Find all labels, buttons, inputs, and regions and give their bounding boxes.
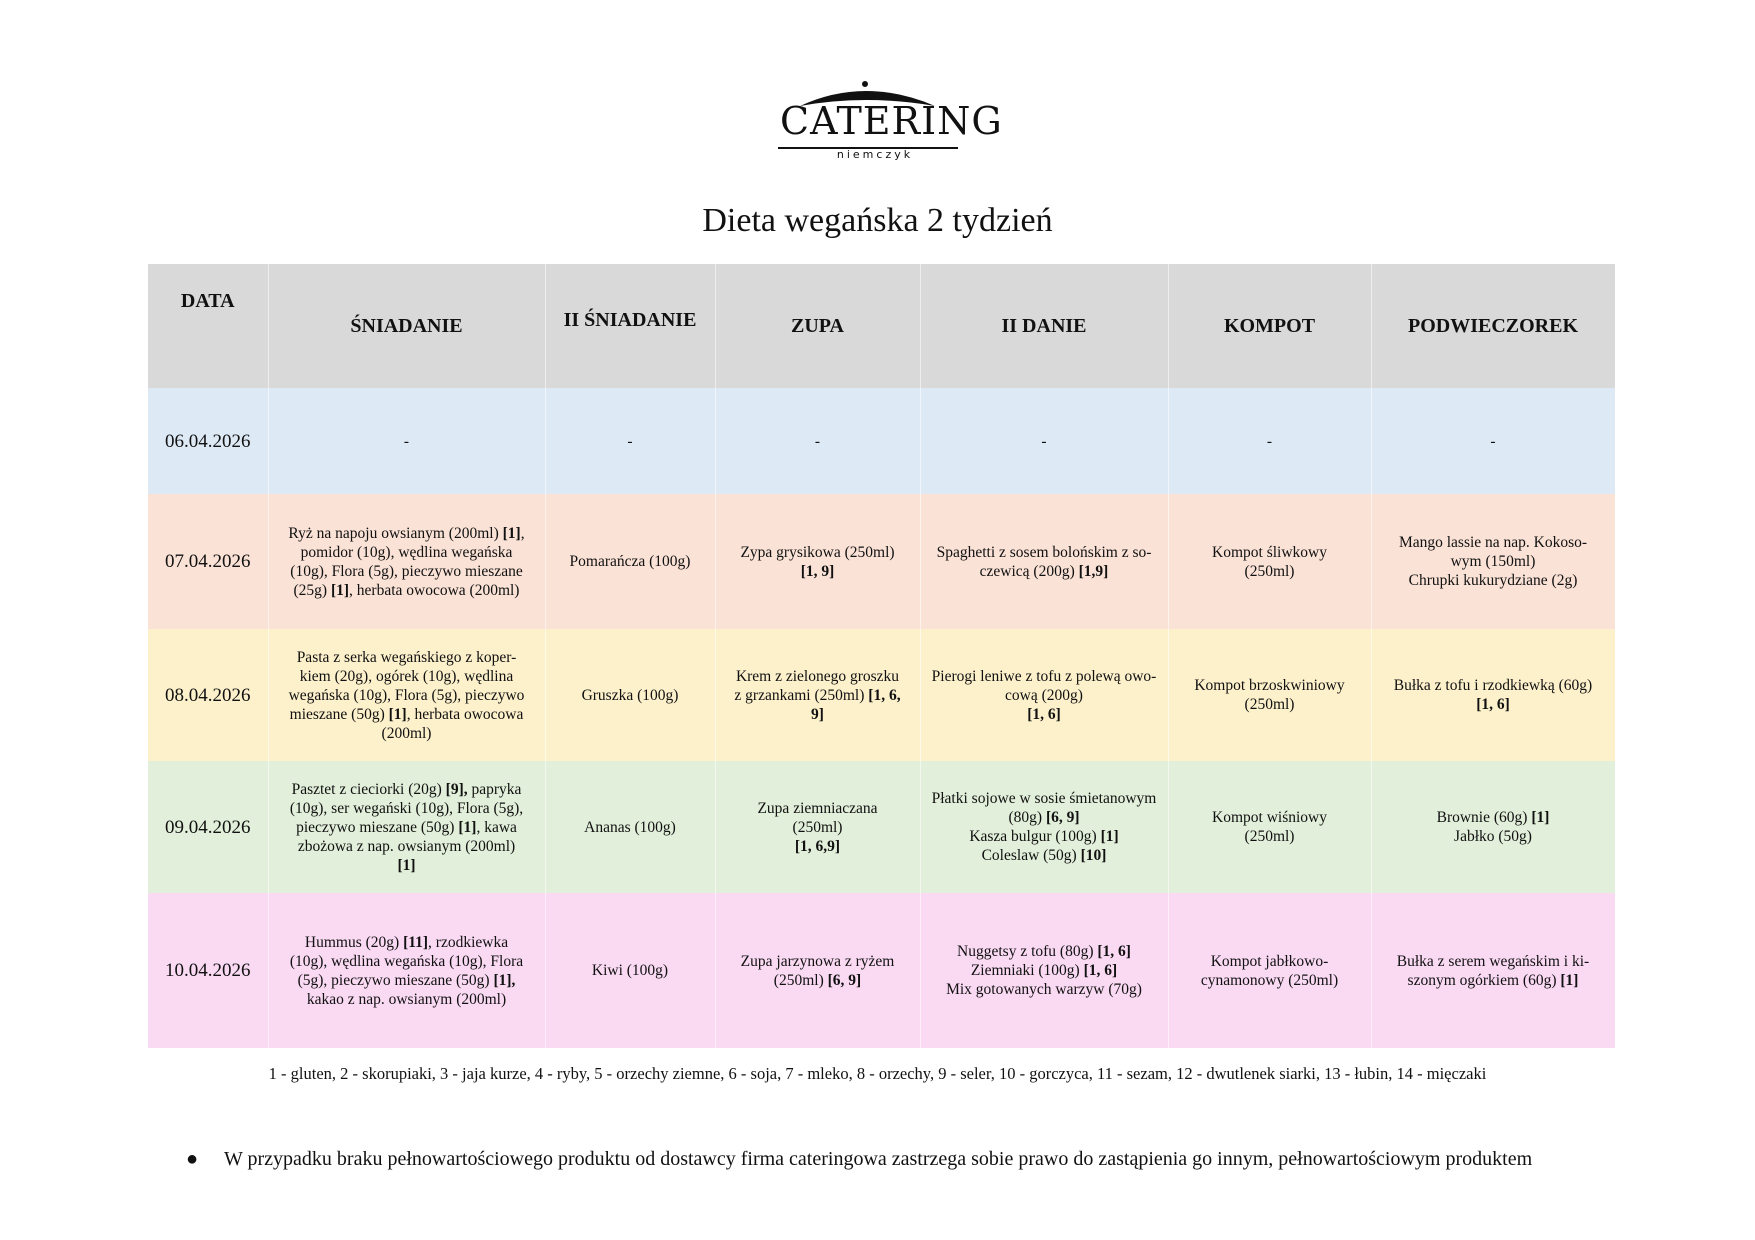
dish-text: Jabłko (50g)	[1454, 828, 1532, 845]
dish-text: wegańska (10g), Flora (5g), pieczywo	[288, 686, 525, 704]
dish-text: Ziemniaki (100g)	[970, 962, 1084, 979]
cell-line	[724, 432, 912, 451]
dish-text: Krem z zielonego groszku	[735, 667, 900, 685]
menu-table	[148, 264, 1616, 1048]
cell-line	[1380, 827, 1607, 846]
cell-date: 08.04.2026	[148, 629, 268, 761]
cell-soup	[715, 761, 920, 893]
allergen-code: [1]	[458, 818, 477, 836]
dish-text: zbożowa z nap. owsianym (200ml)	[297, 837, 516, 855]
cell-line	[929, 808, 1160, 827]
cell-second-breakfast	[545, 629, 715, 761]
allergen-code: [1]	[388, 705, 407, 723]
allergen-code: [1, 6]	[1027, 705, 1061, 723]
dish-text: wym (150ml)	[1450, 553, 1536, 570]
cell-line	[554, 432, 707, 451]
cell-line	[929, 980, 1160, 999]
dish-text: Bułka z serem wegańskim i ki-	[1396, 952, 1590, 970]
dish-text: -	[1266, 432, 1273, 450]
cell-line	[277, 562, 537, 581]
cell-line	[277, 818, 537, 837]
dish-text: Pomarańcza (100g)	[569, 553, 691, 570]
dish-text: Coleslaw (50g)	[981, 847, 1081, 864]
dish-text: Pasta z serka wegańskiego z koper-	[296, 648, 517, 666]
cell-line	[1380, 432, 1607, 451]
dish-text: Ananas (100g)	[584, 818, 676, 836]
cell-line	[1177, 808, 1363, 827]
allergen-code: [9],	[445, 780, 468, 798]
cell-line	[724, 705, 912, 724]
allergen-code: [1,9]	[1078, 562, 1109, 580]
cell-line	[1380, 676, 1607, 695]
cell-snack	[1371, 494, 1615, 629]
cell-line	[1177, 695, 1363, 714]
allergen-code: [1, 6]	[1083, 962, 1118, 979]
cell-line	[929, 667, 1160, 686]
cell-soup	[715, 494, 920, 629]
dish-text: czewicą (200g)	[979, 562, 1079, 580]
cell-main-course	[920, 893, 1168, 1048]
dish-text: (80g)	[1008, 809, 1046, 826]
cell-main-course	[920, 761, 1168, 893]
cell-line	[277, 667, 537, 686]
cell-breakfast	[268, 494, 545, 629]
dish-text: kiem (20g), ogórek (10g), wędlina	[299, 667, 514, 685]
cell-line	[929, 705, 1160, 724]
cell-line	[929, 543, 1160, 562]
allergen-code: [6, 9]	[827, 971, 862, 989]
cell-line	[277, 724, 537, 743]
cell-line	[277, 648, 537, 667]
dish-text: Spaghetti z sosem bolońskim z so-	[936, 543, 1152, 561]
dish-text: (10g), Flora (5g), pieczywo mieszane	[290, 562, 523, 580]
dish-text: papryka	[467, 780, 522, 798]
cell-snack	[1371, 629, 1615, 761]
dish-text: Mango lassie na nap. Kokoso-	[1398, 534, 1588, 551]
cell-second-breakfast	[545, 388, 715, 494]
cell-date: 10.04.2026	[148, 893, 268, 1048]
cell-line	[929, 827, 1160, 846]
dish-text: Płatki sojowe w sosie śmietanowym	[931, 790, 1157, 807]
allergen-code: 9]	[811, 705, 824, 723]
allergen-code: [1]	[502, 524, 521, 542]
dish-text: (10g), ser wegański (10g), Flora (5g),	[289, 799, 524, 817]
cell-line	[724, 837, 912, 856]
cell-date: 09.04.2026	[148, 761, 268, 893]
dish-text: (250ml)	[792, 818, 843, 836]
cell-line	[277, 990, 537, 1009]
cell-compote	[1168, 494, 1371, 629]
cell-line	[724, 667, 912, 686]
dish-text: (10g), wędlina wegańska (10g), Flora	[289, 952, 524, 970]
dish-text: (5g), pieczywo mieszane (50g)	[297, 971, 494, 989]
bullet-icon: ●	[186, 1148, 199, 1170]
cell-line	[1177, 543, 1363, 562]
cell-line	[724, 818, 912, 837]
header-breakfast: ŚNIADANIE	[268, 264, 545, 388]
cell-line	[554, 686, 707, 705]
cell-compote	[1168, 893, 1371, 1048]
dish-text: , kawa	[476, 818, 517, 836]
dish-text: pieczywo mieszane (50g)	[296, 818, 459, 836]
cell-line	[1177, 432, 1363, 451]
dish-text: -	[814, 432, 821, 450]
table-body	[148, 388, 1615, 1048]
cell-second-breakfast	[545, 494, 715, 629]
cell-line	[277, 856, 537, 875]
cell-line	[724, 971, 912, 990]
cell-line	[724, 799, 912, 818]
table-row	[148, 761, 1615, 893]
allergen-code: [1],	[493, 971, 516, 989]
header-second-breakfast: II ŚNIADANIE	[545, 264, 715, 388]
cell-second-breakfast	[545, 893, 715, 1048]
allergen-legend: 1 - gluten, 2 - skorupiaki, 3 - jaja kurze, 4 - ryby, 5 - orzechy ziemne, 6 - soja, 7 - mleko, 8 - orzechy, 9 - seler, 10 - gorczyca, 11 - sezam, 12 - dwutlenek siarki, 13 - łubin, 14 - mięczaki	[268, 1064, 1487, 1083]
dish-text: Mix gotowanych warzyw (70g)	[946, 981, 1142, 998]
cell-line	[554, 818, 707, 837]
dish-text: Kasza bulgur (100g)	[969, 828, 1101, 845]
dish-text: Zupa jarzynowa z ryżem	[740, 952, 895, 970]
dish-text: Hummus (20g)	[304, 933, 404, 951]
cell-line	[277, 837, 537, 856]
cell-line	[724, 952, 912, 971]
cell-breakfast	[268, 893, 545, 1048]
dish-text: Kompot śliwkowy	[1212, 543, 1327, 561]
dish-text: Zupa ziemniaczana	[757, 799, 878, 817]
dish-text: , herbata owocowa (200ml)	[349, 581, 520, 599]
cell-line	[1380, 808, 1607, 827]
catering-logo	[780, 78, 1003, 168]
cell-breakfast	[268, 629, 545, 761]
cell-line	[1380, 695, 1607, 714]
cell-line	[277, 581, 537, 600]
cell-line	[277, 705, 537, 724]
allergen-code: [1, 6]	[1476, 696, 1510, 713]
cell-line	[1380, 971, 1607, 990]
cell-line	[277, 952, 537, 971]
cell-date: 06.04.2026	[148, 388, 268, 494]
dish-text: Kompot brzoskwiniowy	[1194, 677, 1345, 694]
dish-text: pomidor (10g), wędlina wegańska	[300, 543, 513, 561]
dish-text: , herbata owocowa	[406, 705, 524, 723]
header-main-course: II DANIE	[920, 264, 1168, 388]
dish-text: (250ml)	[1244, 562, 1295, 580]
cell-line	[1380, 952, 1607, 971]
dish-text: Brownie (60g)	[1436, 809, 1532, 826]
table-header-row	[148, 264, 1615, 388]
dish-text: , rzodkiewka	[428, 933, 509, 951]
dish-text: Chrupki kukurydziane (2g)	[1408, 572, 1578, 589]
cell-breakfast	[268, 761, 545, 893]
header-snack: PODWIECZOREK	[1371, 264, 1615, 388]
dish-text: Kompot jabłkowo-	[1210, 952, 1329, 970]
allergen-code: [1]	[1560, 971, 1579, 989]
dish-text: Ryż na napoju owsianym (200ml)	[288, 524, 503, 542]
cell-line	[724, 686, 912, 705]
note-text: W przypadku braku pełnowartościowego produktu od dostawcy firma cateringowa zastrzega sobie prawo do zastąpienia go innym, pełnowartościowym produktem	[224, 1148, 1533, 1170]
cell-line	[1177, 971, 1363, 990]
cell-line	[277, 971, 537, 990]
cell-compote	[1168, 629, 1371, 761]
dish-text: Zypa grysikowa (250ml)	[740, 543, 895, 561]
logo-wordmark: CATERING	[780, 99, 1003, 143]
dish-text: (250ml)	[1244, 696, 1295, 713]
dish-text: cową (200g)	[1005, 686, 1083, 704]
allergen-code: [10]	[1080, 847, 1107, 864]
dish-text: (250ml)	[773, 971, 828, 989]
cell-line	[929, 789, 1160, 808]
dish-text: -	[403, 432, 410, 450]
cell-line	[1177, 952, 1363, 971]
dish-text: Pasztet z cieciorki (20g)	[291, 780, 446, 798]
dish-text: ,	[520, 524, 525, 542]
allergen-code: [1]	[1531, 809, 1550, 826]
table-row	[148, 893, 1615, 1048]
cell-main-course	[920, 494, 1168, 629]
cell-line	[554, 961, 707, 980]
dish-text: Kiwi (100g)	[591, 962, 669, 979]
allergen-code: [1]	[1100, 828, 1119, 845]
dish-text: Pierogi leniwe z tofu z polewą owo-	[931, 667, 1157, 685]
dish-text: kakao z nap. owsianym (200ml)	[306, 990, 507, 1008]
dish-text: szonym ogórkiem (60g)	[1407, 971, 1561, 989]
allergen-code: [1, 6]	[1097, 943, 1131, 960]
dish-text: -	[1041, 432, 1047, 450]
cell-compote	[1168, 761, 1371, 893]
cell-line	[724, 562, 912, 581]
cell-compote	[1168, 388, 1371, 494]
cell-soup	[715, 388, 920, 494]
cell-line	[929, 562, 1160, 581]
dish-text: Bułka z tofu i rzodkiewką (60g)	[1393, 677, 1593, 694]
header-compote: KOMPOT	[1168, 264, 1371, 388]
dish-text: Gruszka (100g)	[581, 686, 679, 704]
table-row	[148, 494, 1615, 629]
cell-second-breakfast	[545, 761, 715, 893]
substitution-note	[186, 1148, 1726, 1171]
cell-line	[929, 686, 1160, 705]
cell-line	[724, 543, 912, 562]
dish-text: (250ml)	[1244, 828, 1295, 845]
cell-snack	[1371, 388, 1615, 494]
table-row	[148, 629, 1615, 761]
cell-date: 07.04.2026	[148, 494, 268, 629]
dish-text: (200ml)	[381, 724, 432, 742]
cell-line	[1380, 533, 1607, 552]
cell-line	[277, 933, 537, 952]
cell-line	[1177, 827, 1363, 846]
cell-line	[277, 799, 537, 818]
cell-line	[277, 780, 537, 799]
allergen-code: [1, 6,9]	[794, 837, 841, 855]
allergen-code: [1]	[330, 581, 350, 599]
allergen-code: [1, 9]	[800, 562, 835, 580]
cell-soup	[715, 629, 920, 761]
logo-subtitle: niemczyk	[836, 148, 914, 161]
cell-line	[1380, 571, 1607, 590]
cell-breakfast	[268, 388, 545, 494]
cell-line	[277, 524, 537, 543]
table-row	[148, 388, 1615, 494]
dish-text: (25g)	[293, 581, 331, 599]
allergen-code: [1]	[397, 856, 416, 874]
cell-line	[929, 432, 1160, 451]
header-soup: ZUPA	[715, 264, 920, 388]
cell-line	[1177, 676, 1363, 695]
dish-text: cynamonowy (250ml)	[1200, 971, 1339, 989]
cell-line	[929, 961, 1160, 980]
cell-line	[929, 846, 1160, 865]
cell-snack	[1371, 761, 1615, 893]
cell-line	[1177, 562, 1363, 581]
dish-text: Kompot wiśniowy	[1212, 809, 1327, 826]
cell-line	[277, 543, 537, 562]
allergen-code: [11]	[403, 933, 429, 951]
header-date: DATA	[148, 264, 268, 388]
cell-snack	[1371, 893, 1615, 1048]
cell-line	[929, 942, 1160, 961]
dish-text: mieszane (50g)	[289, 705, 389, 723]
dish-text: -	[627, 432, 633, 450]
cell-main-course	[920, 388, 1168, 494]
dish-text: -	[1490, 432, 1496, 450]
allergen-code: [1, 6,	[868, 686, 901, 704]
cell-line	[554, 552, 707, 571]
allergen-code: [6, 9]	[1045, 809, 1080, 826]
cell-main-course	[920, 629, 1168, 761]
cell-line	[1380, 552, 1607, 571]
cell-soup	[715, 893, 920, 1048]
cell-line	[277, 686, 537, 705]
page-title: Dieta wegańska 2 tydzień	[702, 202, 1053, 239]
cell-line	[277, 432, 537, 451]
dish-text: Nuggetsy z tofu (80g)	[957, 943, 1098, 960]
dish-text: z grzankami (250ml)	[734, 686, 869, 704]
